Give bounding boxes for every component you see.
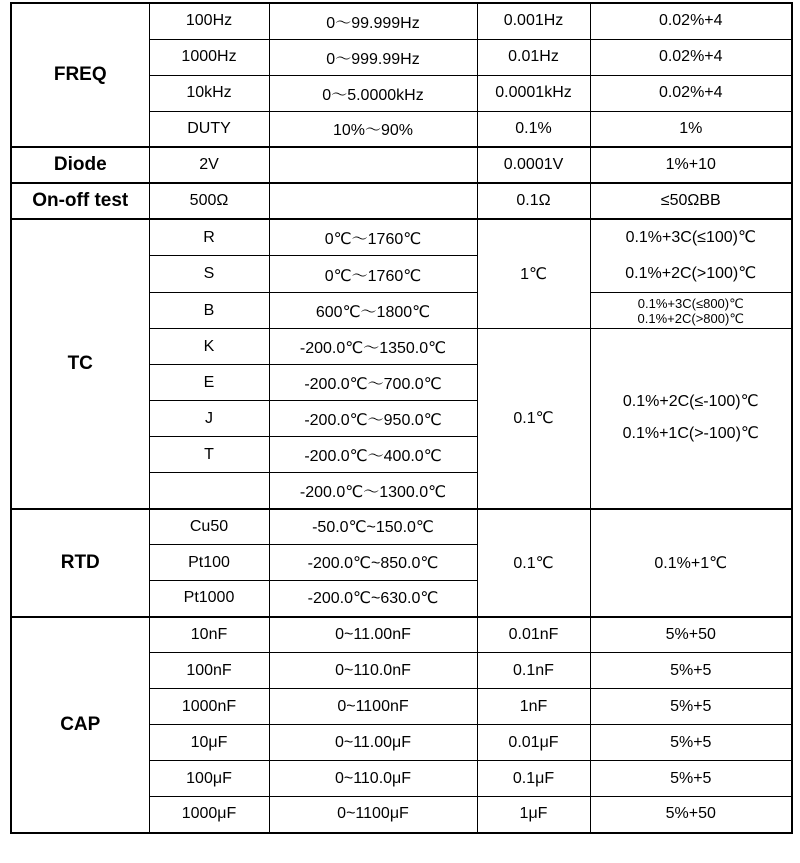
- span-cell: -200.0℃～1300.0℃: [269, 473, 477, 509]
- accuracy-cell: 5%+5: [590, 761, 792, 797]
- type-cell: Pt1000: [149, 581, 269, 617]
- span-cell: 600℃～1800℃: [269, 293, 477, 329]
- type-cell: B: [149, 293, 269, 329]
- span-cell: [269, 147, 477, 183]
- resolution-cell: 0.0001kHz: [477, 75, 590, 111]
- table-row: [11, 219, 792, 256]
- span-cell: 0~110.0nF: [269, 653, 477, 689]
- range-cell: 100nF: [149, 653, 269, 689]
- accuracy-line-2: 0.1%+2C(>100)℃: [625, 265, 757, 282]
- span-cell: 0~1100nF: [269, 689, 477, 725]
- span-cell: 0℃～1760℃: [269, 219, 477, 256]
- accuracy-cell: [590, 219, 792, 293]
- range-cell: 100Hz: [149, 3, 269, 39]
- category-cell: Diode: [11, 147, 149, 183]
- span-cell: 0~11.00nF: [269, 617, 477, 653]
- span-cell: -200.0℃～950.0℃: [269, 401, 477, 437]
- accuracy-cell: 1%+10: [590, 147, 792, 183]
- span-cell: 0～999.99Hz: [269, 39, 477, 75]
- span-cell: -200.0℃～700.0℃: [269, 365, 477, 401]
- category-cell: CAP: [11, 617, 149, 833]
- span-cell: -200.0℃～400.0℃: [269, 437, 477, 473]
- accuracy-cell: ≤50ΩBB: [590, 183, 792, 219]
- accuracy-cell: 0.1%+1℃: [590, 509, 792, 617]
- spec-table: [10, 2, 793, 834]
- range-cell: 1000Hz: [149, 39, 269, 75]
- category-cell: TC: [11, 219, 149, 509]
- span-cell: -200.0℃~850.0℃: [269, 545, 477, 581]
- accuracy-line-1: 0.1%+3C(≤100)℃: [625, 229, 756, 246]
- accuracy-line-2: 0.1%+1C(>-100)℃: [622, 425, 759, 443]
- type-cell: R: [149, 219, 269, 256]
- span-cell: 0~1100μF: [269, 797, 477, 833]
- span-cell: 0~110.0μF: [269, 761, 477, 797]
- span-cell: 0℃～1760℃: [269, 256, 477, 293]
- resolution-cell: 0.01μF: [477, 725, 590, 761]
- accuracy-line-2: 0.1%+2C(>800)℃: [637, 310, 744, 326]
- accuracy-cell: 0.02%+4: [590, 3, 792, 39]
- accuracy-line-1: 0.1%+2C(≤-100)℃: [622, 393, 759, 411]
- type-cell: J: [149, 401, 269, 437]
- range-cell: 2V: [149, 147, 269, 183]
- table-row: [11, 3, 792, 39]
- accuracy-cell: [590, 293, 792, 329]
- accuracy-cell: 5%+50: [590, 617, 792, 653]
- type-cell: K: [149, 329, 269, 365]
- category-cell: On-off test: [11, 183, 149, 219]
- resolution-cell: 1μF: [477, 797, 590, 833]
- accuracy-cell: 5%+5: [590, 725, 792, 761]
- range-cell: 1000μF: [149, 797, 269, 833]
- accuracy-cell: 1%: [590, 111, 792, 147]
- resolution-cell: 1℃: [477, 219, 590, 329]
- category-cell: RTD: [11, 509, 149, 617]
- span-cell: 10%～90%: [269, 111, 477, 147]
- resolution-cell: 0.001Hz: [477, 3, 590, 39]
- range-cell: DUTY: [149, 111, 269, 147]
- resolution-cell: 1nF: [477, 689, 590, 725]
- type-cell: [149, 473, 269, 509]
- type-cell: E: [149, 365, 269, 401]
- resolution-cell: 0.01nF: [477, 617, 590, 653]
- type-cell: T: [149, 437, 269, 473]
- range-cell: 10nF: [149, 617, 269, 653]
- table-row: [11, 509, 792, 545]
- span-cell: -50.0℃~150.0℃: [269, 509, 477, 545]
- resolution-cell: 0.1℃: [477, 509, 590, 617]
- table-row: [11, 147, 792, 183]
- accuracy-cell: [590, 329, 792, 509]
- table-row: [11, 183, 792, 219]
- accuracy-cell: 0.02%+4: [590, 75, 792, 111]
- resolution-cell: 0.1μF: [477, 761, 590, 797]
- resolution-cell: 0.1℃: [477, 329, 590, 509]
- accuracy-cell: 5%+50: [590, 797, 792, 833]
- range-cell: 10μF: [149, 725, 269, 761]
- accuracy-cell: 5%+5: [590, 689, 792, 725]
- resolution-cell: 0.01Hz: [477, 39, 590, 75]
- span-cell: 0~11.00μF: [269, 725, 477, 761]
- span-cell: 0～5.0000kHz: [269, 75, 477, 111]
- accuracy-cell: 0.02%+4: [590, 39, 792, 75]
- resolution-cell: 0.1Ω: [477, 183, 590, 219]
- type-cell: Pt100: [149, 545, 269, 581]
- range-cell: 1000nF: [149, 689, 269, 725]
- span-cell: 0～99.999Hz: [269, 3, 477, 39]
- resolution-cell: 0.1nF: [477, 653, 590, 689]
- type-cell: S: [149, 256, 269, 293]
- span-cell: [269, 183, 477, 219]
- span-cell: -200.0℃~630.0℃: [269, 581, 477, 617]
- range-cell: 500Ω: [149, 183, 269, 219]
- type-cell: Cu50: [149, 509, 269, 545]
- range-cell: 100μF: [149, 761, 269, 797]
- span-cell: -200.0℃～1350.0℃: [269, 329, 477, 365]
- table-row: [11, 617, 792, 653]
- resolution-cell: 0.1%: [477, 111, 590, 147]
- accuracy-cell: 5%+5: [590, 653, 792, 689]
- resolution-cell: 0.0001V: [477, 147, 590, 183]
- category-cell: FREQ: [11, 3, 149, 147]
- range-cell: 10kHz: [149, 75, 269, 111]
- accuracy-line-1: 0.1%+3C(≤800)℃: [637, 295, 744, 311]
